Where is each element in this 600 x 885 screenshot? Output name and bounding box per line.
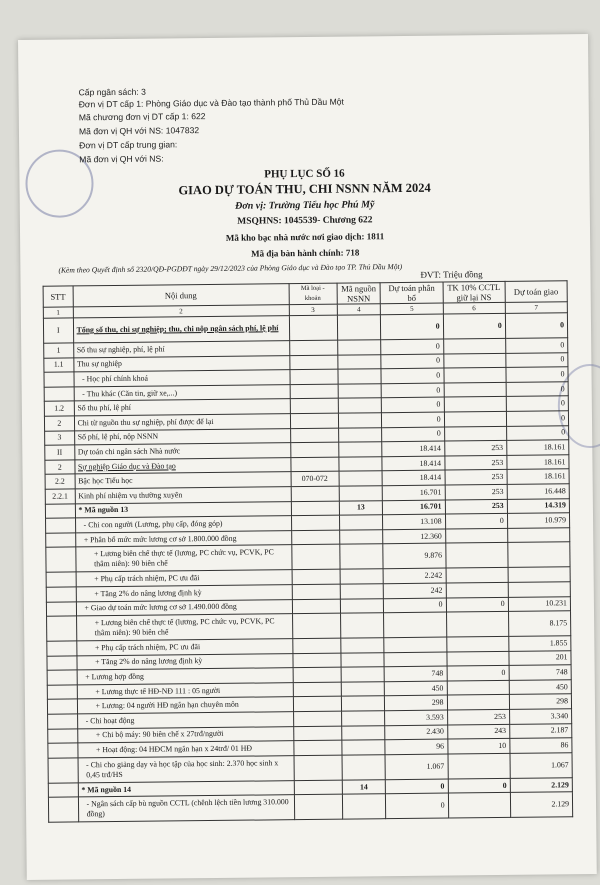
cell-mn	[338, 427, 382, 442]
cell-pb: 16.701	[383, 485, 445, 500]
cell-nd: Số thu phí, lệ phí	[74, 399, 290, 416]
index-cell: 3	[289, 304, 337, 316]
col-du-toan-phan-bo: Dự toán phân bổ	[380, 282, 442, 304]
cell-nd: Bậc học Tiểu học	[75, 472, 291, 489]
cell-stt: I	[43, 318, 73, 343]
col-noi-dung: Nội dung	[73, 284, 289, 307]
cell-mn	[341, 652, 385, 667]
cell-nd: + Lương hợp đồng	[77, 668, 293, 685]
cell-mn	[340, 613, 384, 638]
cell-nd: Kinh phí nhiệm vụ thường xuyên	[75, 487, 291, 504]
cell-tk	[446, 582, 508, 597]
cell-nd: - Chi hoạt động	[77, 712, 293, 729]
cell-pb: 0	[381, 339, 443, 354]
cell-stt	[47, 699, 77, 714]
cell-pb: 2.430	[385, 725, 447, 740]
cell-tk: 253	[445, 499, 507, 514]
cell-pb: 242	[384, 583, 446, 598]
cell-tk: 253	[445, 470, 507, 485]
cell-pb: 0	[381, 354, 443, 369]
cell-tk: 0	[447, 666, 509, 681]
cell-giao: 14.319	[507, 498, 569, 513]
cell-stt	[44, 372, 74, 387]
cell-giao: 10.979	[507, 513, 569, 528]
cell-tk: 253	[445, 484, 507, 499]
cell-nd: - Học phí chính khoá	[74, 370, 290, 387]
cell-giao: 0	[506, 367, 568, 382]
col-tk-cctl: TK 10% CCTL giữ lại NS	[443, 281, 505, 303]
cell-stt	[46, 533, 76, 548]
ma-chuong-cap1: Mã chương đơn vị DT cấp 1: 622	[78, 111, 206, 123]
cell-ma	[294, 795, 342, 821]
cell-pb: 18.414	[382, 441, 444, 456]
cell-tk	[448, 793, 510, 819]
cell-pb: 12.360	[383, 529, 445, 544]
cell-ma	[292, 584, 340, 599]
cell-giao: 10.231	[508, 596, 570, 611]
cell-nd: Sự nghiệp Giáo dục và Đào tạo	[74, 457, 290, 474]
cell-mn	[341, 696, 385, 711]
cell-mn	[340, 569, 384, 584]
cell-mn	[339, 486, 383, 501]
cell-ma	[291, 501, 339, 516]
cell-stt: 3	[45, 430, 75, 445]
cell-pb: 3.593	[385, 710, 447, 725]
cell-tk: 0	[446, 597, 508, 612]
index-cell: 5	[381, 303, 443, 315]
cell-pb: 2.242	[383, 568, 445, 583]
cell-stt: II	[45, 445, 75, 460]
cell-pb: 450	[385, 681, 447, 696]
cell-nd: + Lương: 04 người HĐ ngắn hạn chuyên môn	[77, 697, 293, 714]
cell-pb: 0	[382, 383, 444, 398]
cell-stt	[47, 616, 77, 641]
cell-stt	[47, 670, 77, 685]
cell-mn	[338, 456, 382, 471]
cell-nd: + Tăng 2% do nâng lương định kỳ	[76, 585, 292, 602]
col-stt: STT	[43, 286, 73, 307]
cell-tk	[445, 528, 507, 543]
cell-mn	[340, 598, 384, 613]
cell-stt: 1	[44, 343, 74, 358]
cell-giao	[508, 542, 571, 568]
cell-tk	[446, 568, 508, 583]
cell-nd: Số thu sự nghiệp, phí, lệ phí	[73, 341, 289, 358]
cell-ma	[293, 653, 341, 668]
col-du-toan-giao: Dự toán giao	[505, 281, 567, 303]
cell-giao: 86	[510, 738, 572, 753]
cell-stt	[46, 572, 76, 587]
cell-tk	[444, 382, 506, 397]
appendix-number: PHỤ LỤC SỐ 16	[264, 167, 345, 181]
decision-reference: (Kèm theo Quyết định số 2320/QĐ-PGDĐT ngày 29/12/2023 của Phòng Giáo dục và Đào tạo TP. Thủ Dầu Một)	[58, 261, 403, 275]
cell-ma	[290, 369, 338, 384]
cell-tk	[444, 397, 506, 412]
cell-giao: 8.175	[508, 611, 571, 637]
don-vi-trung-gian: Đơn vị DT cấp trung gian:	[79, 139, 178, 151]
cell-tk: 0	[445, 514, 507, 529]
cell-mn	[341, 667, 385, 682]
cell-nd: + Lương biên chế thực tế (lương, PC chức vụ, PCVK, PC thâm niên): 90 biên chế	[76, 614, 292, 641]
cell-giao: 18.161	[507, 455, 569, 470]
cell-pb: 0	[382, 427, 444, 442]
cell-pb	[384, 612, 446, 638]
cell-stt	[48, 758, 78, 783]
cell-tk: 0	[448, 778, 510, 793]
cell-nd: + Lương biên chế thực tế (lương, PC chức vụ, PCVK, PC thâm niên): 90 biên chế	[75, 545, 291, 572]
cell-ma	[291, 457, 339, 472]
cell-mn: 14	[342, 780, 386, 795]
cell-stt	[46, 587, 76, 602]
cell-tk	[448, 753, 510, 779]
cell-ma	[289, 340, 337, 355]
cell-pb: 18.414	[382, 456, 444, 471]
cell-pb: 0	[386, 793, 448, 819]
cell-ma	[290, 399, 338, 414]
cell-tk	[443, 353, 505, 368]
cell-mn	[337, 340, 381, 355]
index-cell: 2	[73, 305, 289, 318]
cell-ma	[292, 569, 340, 584]
cell-mn	[338, 383, 382, 398]
cell-nd: + Phụ cấp trách nhiệm, PC ưu đãi	[76, 570, 292, 587]
cell-tk	[446, 636, 508, 651]
budget-table	[43, 280, 574, 823]
cell-giao: 2.129	[510, 792, 573, 818]
cell-ma	[293, 726, 341, 741]
cell-nd: - Chi cho giảng dạy và học tập của học sinh: 2.370 học sinh x 0,45 trđ/HS	[78, 755, 294, 782]
cell-pb: 0	[382, 397, 444, 412]
cell-ma	[293, 711, 341, 726]
cell-nd: - Thu khác (Căn tin, giữ xe,...)	[74, 384, 290, 401]
cell-ma	[290, 384, 338, 399]
cell-giao: 0	[506, 425, 568, 440]
cell-ma	[294, 740, 342, 755]
cell-stt: 2.2.1	[45, 489, 75, 504]
cell-giao: 748	[509, 665, 571, 680]
cell-pb: 96	[385, 739, 447, 754]
cell-stt: 2	[45, 460, 75, 475]
table-body	[43, 313, 572, 823]
cell-mn	[340, 584, 384, 599]
area-code: Mã địa bàn hành chính: 718	[251, 247, 360, 259]
cell-ma	[293, 682, 341, 697]
cell-nd: - Chi con người (Lương, phụ cấp, đóng góp)	[75, 516, 291, 533]
cell-mn	[338, 369, 382, 384]
cell-stt	[44, 387, 74, 402]
cell-giao: 0	[506, 396, 568, 411]
cell-giao: 0	[506, 411, 568, 426]
cell-giao: 18.161	[507, 469, 569, 484]
cell-ma	[290, 442, 338, 457]
cell-ma	[289, 315, 337, 341]
cell-pb: 16.701	[383, 500, 445, 515]
cell-ma	[294, 780, 342, 795]
cell-mn	[338, 442, 382, 457]
msqhns: MSQHNS: 1045539- Chương 622	[237, 215, 373, 227]
cell-giao: 0	[506, 352, 568, 367]
cell-mn	[341, 711, 385, 726]
cell-mn	[342, 794, 386, 819]
cell-ma	[291, 515, 339, 530]
cell-ma	[293, 667, 341, 682]
cell-pb: 0	[384, 598, 446, 613]
cell-stt	[48, 797, 78, 822]
cell-tk	[447, 695, 509, 710]
cell-tk: 0	[443, 313, 505, 339]
cell-tk	[445, 543, 507, 569]
cell-giao: 450	[509, 680, 571, 695]
cell-pb	[384, 637, 446, 652]
cell-mn	[338, 413, 382, 428]
cell-stt	[46, 547, 76, 572]
cell-nd: + Phân bổ mức mức lương cơ sở 1.800.000 đồng	[75, 530, 291, 547]
cell-tk	[444, 368, 506, 383]
cell-mn	[339, 515, 383, 530]
cell-mn	[341, 740, 385, 755]
cell-giao: 2.129	[510, 778, 572, 793]
cell-ma	[291, 544, 339, 570]
cell-stt	[48, 714, 78, 729]
cell-mn	[338, 398, 382, 413]
cell-mn: 13	[339, 500, 383, 515]
cell-giao: 1.067	[510, 753, 573, 779]
cell-stt	[47, 685, 77, 700]
cell-mn	[341, 725, 385, 740]
cell-stt: 1.1	[44, 358, 74, 373]
ma-qh-trung-gian: Mã đơn vị QH với NS:	[79, 153, 164, 165]
cell-giao: 2.187	[509, 723, 571, 738]
cell-tk: 253	[444, 441, 506, 456]
table-row	[48, 792, 572, 822]
cell-stt: 2	[44, 416, 74, 431]
cell-ma	[292, 599, 340, 614]
cell-nd: + Phụ cấp trách nhiệm, PC ưu đãi	[76, 639, 292, 656]
cell-nd: + Tăng 2% do nâng lương định kỳ	[77, 653, 293, 670]
cell-ma	[290, 428, 338, 443]
cell-stt	[45, 503, 75, 518]
cell-mn	[340, 638, 384, 653]
col-ma-loai-khoan: Mã loại - khoản	[289, 283, 337, 305]
cell-tk	[444, 426, 506, 441]
cap-ngan-sach: Cấp ngân sách: 3	[78, 86, 146, 98]
cell-nd: + Lương thực tế HĐ-NĐ 111 : 05 người	[77, 683, 293, 700]
cell-giao: 201	[509, 650, 571, 665]
treasury-code: Mã kho bạc nhà nước nơi giao dịch: 1811	[225, 231, 385, 243]
cell-nd: Dự toán chi ngân sách Nhà nước	[74, 443, 290, 460]
cell-stt: 1.2	[44, 401, 74, 416]
cell-giao	[508, 582, 570, 597]
cell-tk	[447, 651, 509, 666]
cell-ma	[290, 413, 338, 428]
cell-giao: 0	[505, 338, 567, 353]
cell-pb: 748	[384, 666, 446, 681]
index-cell: 4	[337, 304, 381, 315]
cell-ma	[291, 486, 339, 501]
cell-tk	[446, 611, 508, 637]
cell-tk: 253	[447, 709, 509, 724]
cell-tk: 253	[444, 455, 506, 470]
cell-ma	[291, 530, 339, 545]
cell-mn	[339, 471, 383, 486]
cell-nd: + Giao dự toán mức lương cơ sở 1.490.000 đồng	[76, 599, 292, 616]
cell-tk: 10	[447, 739, 509, 754]
don-vi-cap1: Đơn vị DT cấp 1: Phòng Giáo dục và Đào tạo thành phố Thủ Dầu Một	[78, 96, 344, 110]
cell-stt	[47, 656, 77, 671]
cell-mn	[341, 682, 385, 697]
unit-name: Đơn vị: Trường Tiểu học Phú Mỹ	[235, 199, 375, 212]
cell-nd: Thu sự nghiệp	[73, 355, 289, 372]
ma-qh-cap1: Mã đơn vị QH với NS: 1047832	[78, 125, 200, 137]
cell-stt	[46, 518, 76, 533]
cell-nd: Số phí, lệ phí, nộp NSNN	[74, 428, 290, 445]
cell-nd: * Mã nguồn 14	[78, 780, 294, 797]
cell-pb: 18.414	[382, 470, 444, 485]
cell-ma: 070-072	[291, 472, 339, 487]
cell-stt	[48, 743, 78, 758]
cell-giao: 1.855	[509, 636, 571, 651]
cell-pb: 0	[381, 314, 443, 340]
cell-mn	[339, 544, 383, 569]
unit-of-measure: ĐVT: Triệu đồng	[420, 269, 483, 280]
cell-nd: * Mã nguồn 13	[75, 501, 291, 518]
cell-pb: 1.067	[385, 754, 447, 780]
cell-nd: + Chi bộ máy: 90 biên chế x 27trđ/người	[77, 726, 293, 743]
cell-pb: 0	[382, 412, 444, 427]
cell-stt	[46, 601, 76, 616]
cell-mn	[337, 354, 381, 369]
index-cell: 6	[443, 302, 505, 314]
cell-pb	[384, 652, 446, 667]
cell-nd: - Ngân sách cấp bù nguồn CCTL (chênh lệch tiền lương 310.000 đồng)	[78, 795, 294, 822]
cell-tk	[443, 338, 505, 353]
cell-giao: 18.161	[506, 440, 568, 455]
cell-giao: 0	[505, 313, 568, 339]
cell-pb: 298	[385, 696, 447, 711]
cell-pb: 9.876	[383, 543, 445, 569]
cell-mn	[339, 529, 383, 544]
cell-pb: 13.108	[383, 514, 445, 529]
cell-nd: Tổng số thu, chi sự nghiệp; thu, chi nộp ngân sách phí, lệ phí	[73, 316, 289, 343]
cell-tk: 243	[447, 724, 509, 739]
cell-pb: 0	[386, 779, 448, 794]
index-cell: 7	[505, 302, 567, 314]
cell-tk	[447, 680, 509, 695]
cell-giao: 0	[506, 382, 568, 397]
cell-ma	[292, 638, 340, 653]
document-title: GIAO DỰ TOÁN THU, CHI NSNN NĂM 2024	[178, 180, 431, 198]
cell-nd: + Hoạt động: 04 HĐCM ngắn hạn x 24trđ/ 01 HĐ	[77, 741, 293, 758]
cell-giao	[507, 527, 569, 542]
cell-stt	[48, 783, 78, 798]
cell-nd: Chi từ nguồn thu sự nghiệp, phí được để lại	[74, 414, 290, 431]
cell-mn	[337, 315, 381, 340]
cell-stt	[47, 641, 77, 656]
cell-giao: 3.340	[509, 709, 571, 724]
cell-stt: 2.2	[45, 474, 75, 489]
document-page	[18, 34, 597, 880]
cell-tk	[444, 411, 506, 426]
col-ma-nguon: Mã nguồn NSNN	[337, 283, 381, 304]
cell-ma	[293, 697, 341, 712]
cell-giao	[508, 567, 570, 582]
cell-giao: 298	[509, 694, 571, 709]
cell-ma	[294, 755, 342, 781]
cell-stt	[48, 729, 78, 744]
cell-pb: 0	[381, 368, 443, 383]
cell-ma	[292, 613, 340, 639]
cell-mn	[342, 755, 386, 780]
cell-giao: 16.448	[507, 484, 569, 499]
cell-ma	[289, 355, 337, 370]
index-cell: 1	[43, 307, 73, 318]
